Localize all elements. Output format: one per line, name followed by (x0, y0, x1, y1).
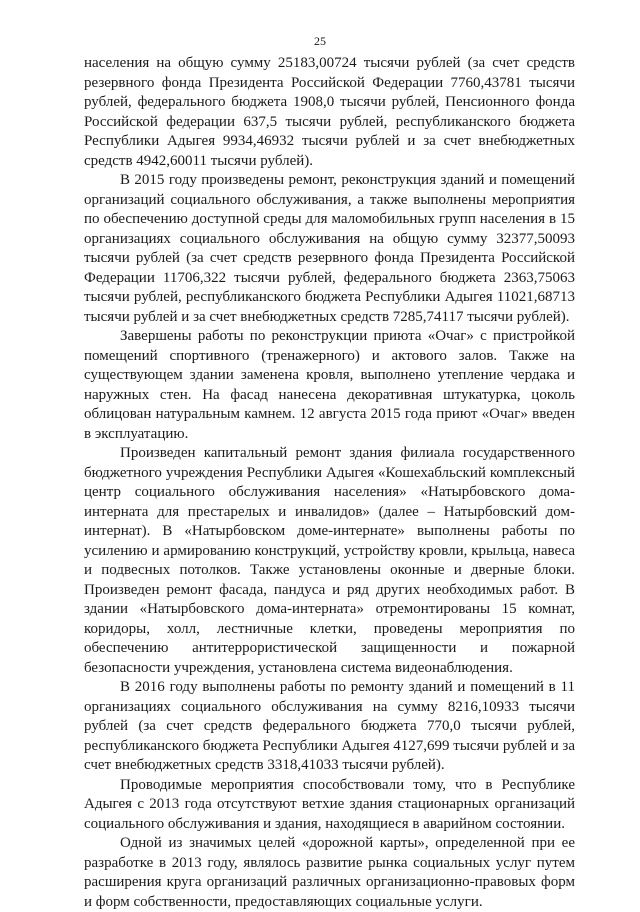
paragraph-natyrbovo-home: Произведен капитальный ремонт здания филиала государственного бюджетного учреждения Республики Адыгея «Кошехабльский комплексный центр социального обслуживания населения» «Натырбовского дома-интерната для престарелых и инвалидов» (далее – Натырбовский дом-интернат). В «Натырбовском доме-интернате» выполнены работы по усилению и армированию конструкций, устройству кровли, крыльца, навеса и подвесных потолков. Также установлены оконные и дверные блоки. Произведен ремонт фасада, пандуса и ряд других необходимых работ. В здании «Натырбовского дома-интерната» отремонтированы 15 комнат, коридоры, холл, лестничные клетки, проведены мероприятия по обеспечению антитеррористической защищенности и пожарной безопасности учреждения, установлена система видеонаблюдения. (84, 445, 575, 676)
paragraph-2016-repairs: В 2016 году выполнены работы по ремонту зданий и помещений в 11 организациях социального обслуживания на сумму 8216,10933 тысячи рублей (за счет средств федерального бюджета 770,0 тысячи рублей, республиканского бюджета Республики Адыгея 4127,699 тысячи рублей и за счет внебюджетных средств 3318,41033 тысячи рублей). (84, 679, 575, 773)
paragraph-no-dilapidated-buildings: Проводимые мероприятия способствовали тому, что в Республике Адыгея с 2013 года отсутствуют ветхие здания стационарных организаций социального обслуживания и здания, находящиеся в аварийном состоянии. (84, 776, 575, 832)
paragraph-2015-renovation: В 2015 году произведены ремонт, реконструкция зданий и помещений организаций социального обслуживания, а также выполнены мероприятия по обеспечению доступной среды для маломобильных групп населения в 15 организациях социального обслуживания на общую сумму 32377,50093 тысячи рублей (за счет средств резервного фонда Президента Российской Федерации 11706,322 тысячи рублей, федерального бюджета 2363,75063 тысячи рублей, республиканского бюджета Республики Адыгея 11021,68713 тысячи рублей и за счет внебюджетных средств 7285,74117 тысячи рублей). (84, 172, 575, 325)
document-body (84, 54, 575, 912)
paragraph-ochag-shelter: Завершены работы по реконструкции приюта «Очаг» с пристройкой помещений спортивного (тренажерного) и актового залов. Также на существующем здании заменена кровля, выполнено утепление чердака и наружных стен. На фасад нанесена декоративная штукатурка, цоколь облицован натуральным камнем. 12 августа 2015 года приют «Очаг» введен в эксплуатацию. (84, 328, 575, 442)
paragraph-continuation: населения на общую сумму 25183,00724 тысячи рублей (за счет средств резервного фонда Президента Российской Федерации 7760,43781 тысячи рублей, федерального бюджета 1908,0 тысячи рублей, Пенсионного фонда Российской федерации 637,5 тысячи рублей, республиканского бюджета Республики Адыгея 9934,46932 тысячи рублей и за счет внебюджетных средств 4942,60011 тысячи рублей). (84, 55, 575, 169)
paragraph-roadmap-goal: Одной из значимых целей «дорожной карты», определенной при ее разработке в 2013 году, являлось развитие рынка социальных услуг путем расширения круга организаций различных организационно-правовых форм и форм собственности, предоставляющих социальные услуги. (84, 835, 575, 910)
page-number: 25 (314, 34, 326, 48)
